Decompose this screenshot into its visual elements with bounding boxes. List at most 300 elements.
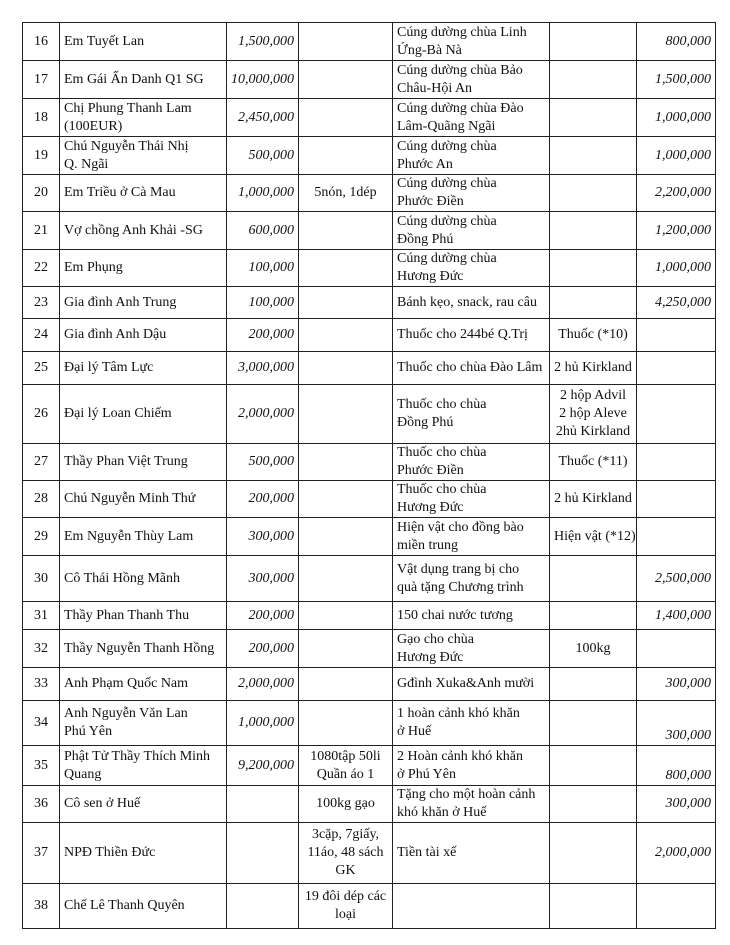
donor-name-cell	[60, 746, 227, 786]
donor-name-line: Chú Nguyễn Thái Nhị	[64, 138, 189, 154]
donated-goods-line: 1080tập 50li	[310, 748, 381, 764]
usage-description-cell	[393, 481, 550, 518]
donation-amount-cell	[227, 444, 299, 481]
donor-name-cell	[60, 23, 227, 61]
usage-amount-cell	[637, 481, 716, 518]
donated-goods-cell	[299, 481, 393, 518]
row-number-cell	[23, 602, 60, 630]
donation-amount: 1,500,000	[238, 33, 294, 49]
usage-description-line: Cúng dường chùa	[397, 138, 497, 154]
donated-goods-line: loại	[335, 907, 356, 922]
donor-name-line: Chị Phung Thanh Lam	[64, 100, 192, 116]
usage-items-cell	[550, 602, 637, 630]
table-row	[23, 61, 716, 99]
usage-items-line: 2 hộp Advil	[559, 388, 627, 403]
usage-description-line: Châu-Hội An	[397, 80, 473, 96]
row-number: 38	[34, 898, 48, 913]
row-number-cell	[23, 319, 60, 352]
table-row	[23, 746, 716, 786]
row-number-cell	[23, 701, 60, 746]
donor-name-line: Thầy Phan Việt Trung	[64, 454, 188, 469]
table-row	[23, 823, 716, 884]
usage-description-line: Thuốc cho chùa	[397, 482, 487, 497]
donated-goods-cell	[299, 444, 393, 481]
table-row	[23, 518, 716, 556]
row-number: 20	[34, 185, 48, 200]
donation-amount: 1,000,000	[238, 715, 294, 730]
usage-amount-cell	[637, 884, 716, 929]
donor-name-line: Quang	[64, 766, 102, 782]
usage-amount-cell	[637, 823, 716, 884]
usage-items-cell	[550, 786, 637, 823]
donation-amount-cell	[227, 701, 299, 746]
ledger-page	[22, 22, 716, 929]
usage-amount: 2,200,000	[655, 185, 711, 200]
usage-description-line: miền trung	[397, 537, 459, 553]
usage-items-line: Thuốc (*10)	[558, 327, 628, 342]
donor-name-cell	[60, 701, 227, 746]
table-row	[23, 23, 716, 61]
usage-items-line: 2 hộp Aleve	[559, 406, 627, 421]
donor-name-line: Em Tuyết Lan	[64, 33, 145, 49]
donation-amount-cell	[227, 352, 299, 385]
row-number: 31	[34, 607, 48, 623]
donor-name-cell	[60, 630, 227, 668]
usage-items-line: Hiện vật (*12)	[554, 528, 636, 544]
usage-description-line: Cúng dường chùa Đào	[397, 100, 524, 116]
usage-amount-cell	[637, 556, 716, 602]
donor-name-cell	[60, 385, 227, 444]
donated-goods-cell	[299, 23, 393, 61]
donation-amount: 2,000,000	[238, 676, 294, 691]
usage-description-line: Tiền tài xế	[397, 845, 457, 860]
donor-name-line: Đại lý Loan Chiếm	[64, 406, 172, 421]
usage-description-cell	[393, 630, 550, 668]
row-number: 16	[34, 33, 48, 49]
donation-amount-cell	[227, 385, 299, 444]
donation-amount: 200,000	[248, 607, 294, 623]
donor-name-cell	[60, 352, 227, 385]
donor-name-line: Q. Ngãi	[64, 156, 109, 172]
donated-goods-cell	[299, 602, 393, 630]
usage-items-cell	[550, 175, 637, 212]
donated-goods-cell	[299, 884, 393, 929]
usage-items-cell	[550, 385, 637, 444]
usage-description-cell	[393, 385, 550, 444]
donor-name-line: Chú Nguyễn Minh Thứ	[64, 491, 196, 506]
donor-name-line: Chế Lê Thanh Quyên	[64, 898, 185, 913]
usage-description-cell	[393, 556, 550, 602]
donor-name-cell	[60, 250, 227, 287]
row-number: 30	[34, 570, 48, 586]
row-number: 29	[34, 528, 48, 544]
usage-description-line: Hương Đức	[397, 269, 464, 284]
donor-name-cell	[60, 212, 227, 250]
donor-name-cell	[60, 518, 227, 556]
donation-amount-cell	[227, 99, 299, 137]
donation-amount-cell	[227, 319, 299, 352]
donation-amount-cell	[227, 786, 299, 823]
usage-amount: 300,000	[665, 796, 711, 811]
donation-amount-cell	[227, 287, 299, 319]
donation-amount-cell	[227, 746, 299, 786]
usage-amount-cell	[637, 518, 716, 556]
row-number-cell	[23, 786, 60, 823]
donor-name-cell	[60, 556, 227, 602]
row-number: 27	[34, 454, 48, 469]
usage-items-cell	[550, 250, 637, 287]
donated-goods-cell	[299, 61, 393, 99]
usage-items-cell	[550, 668, 637, 701]
usage-description-cell	[393, 668, 550, 701]
usage-items-line: 2 hủ Kirkland	[554, 360, 632, 375]
donor-name-cell	[60, 786, 227, 823]
usage-description-line: Phước An	[397, 156, 453, 172]
table-row	[23, 175, 716, 212]
usage-amount: 2,500,000	[655, 570, 711, 586]
usage-description-line: Thuốc cho chùa Đào Lâm	[397, 360, 543, 375]
usage-items-line: Thuốc (*11)	[558, 454, 628, 469]
donation-amount-cell	[227, 823, 299, 884]
usage-description-line: Gđình Xuka&Anh mười	[397, 676, 535, 691]
usage-amount-cell	[637, 99, 716, 137]
usage-items-cell	[550, 23, 637, 61]
donor-name-line: (100EUR)	[64, 118, 123, 134]
table-row	[23, 556, 716, 602]
donated-goods-cell	[299, 352, 393, 385]
donation-amount-cell	[227, 481, 299, 518]
usage-description-cell	[393, 137, 550, 175]
table-row	[23, 884, 716, 929]
row-number: 34	[34, 715, 48, 730]
donated-goods-cell	[299, 518, 393, 556]
usage-amount-cell	[637, 137, 716, 175]
donation-amount-cell	[227, 61, 299, 99]
usage-amount: 1,500,000	[655, 71, 711, 87]
row-number-cell	[23, 137, 60, 175]
usage-amount: 300,000	[665, 728, 711, 743]
donation-amount-cell	[227, 518, 299, 556]
row-number-cell	[23, 287, 60, 319]
donated-goods-cell	[299, 212, 393, 250]
usage-items-cell	[550, 746, 637, 786]
usage-description-line: ở Phú Yên	[397, 766, 456, 782]
usage-items-cell	[550, 61, 637, 99]
donor-name-cell	[60, 319, 227, 352]
row-number-cell	[23, 518, 60, 556]
usage-description-line: Cúng dường chùa Bảo	[397, 62, 523, 78]
row-number-cell	[23, 23, 60, 61]
donation-amount: 200,000	[248, 327, 294, 342]
row-number: 21	[34, 222, 48, 238]
usage-description-cell	[393, 444, 550, 481]
usage-description-line: Cúng dường chùa	[397, 176, 497, 191]
usage-description-cell	[393, 319, 550, 352]
row-number: 25	[34, 360, 48, 375]
usage-amount-cell	[637, 444, 716, 481]
usage-description-line: Thuốc cho 244bé Q.Trị	[397, 327, 528, 342]
donation-amount-cell	[227, 175, 299, 212]
usage-description-line: Vật dụng trang bị cho	[397, 561, 520, 577]
usage-description-line: Hiện vật cho đồng bào	[397, 519, 524, 535]
donor-name-cell	[60, 137, 227, 175]
usage-items-line: 2 hủ Kirkland	[554, 491, 632, 506]
usage-description-cell	[393, 602, 550, 630]
donor-name-line: Gia đình Anh Dậu	[64, 327, 167, 342]
donor-name-line: Vợ chồng Anh Khải -SG	[64, 222, 203, 238]
row-number-cell	[23, 61, 60, 99]
usage-items-cell	[550, 518, 637, 556]
donated-goods-cell	[299, 668, 393, 701]
table-row	[23, 701, 716, 746]
usage-description-cell	[393, 23, 550, 61]
usage-amount: 1,200,000	[655, 222, 711, 238]
row-number-cell	[23, 99, 60, 137]
usage-description-line: Đồng Phú	[397, 231, 454, 247]
usage-description-cell	[393, 352, 550, 385]
donor-name-cell	[60, 602, 227, 630]
usage-description-line: Cúng dường chùa	[397, 251, 497, 266]
donated-goods-cell	[299, 701, 393, 746]
donated-goods-cell	[299, 823, 393, 884]
donation-amount: 500,000	[248, 454, 294, 469]
donation-amount-cell	[227, 668, 299, 701]
donation-amount-cell	[227, 23, 299, 61]
row-number-cell	[23, 175, 60, 212]
donor-name-line: Cô sen ở Huế	[64, 796, 141, 811]
donor-name-line: Em Gái Ẩn Danh Q1 SG	[64, 71, 204, 87]
usage-amount-cell	[637, 746, 716, 786]
donor-name-line: Gia đình Anh Trung	[64, 294, 177, 310]
usage-description-cell	[393, 823, 550, 884]
donor-name-cell	[60, 175, 227, 212]
usage-description-cell	[393, 518, 550, 556]
row-number-cell	[23, 630, 60, 668]
usage-description-cell	[393, 884, 550, 929]
usage-description-line: Ứng-Bà Nà	[397, 42, 462, 58]
usage-description-cell	[393, 61, 550, 99]
usage-amount: 1,000,000	[655, 260, 711, 275]
table-row	[23, 99, 716, 137]
usage-amount-cell	[637, 701, 716, 746]
usage-items-cell	[550, 212, 637, 250]
row-number-cell	[23, 668, 60, 701]
donation-amount: 500,000	[248, 147, 294, 163]
row-number-cell	[23, 884, 60, 929]
donated-goods-line: 11áo, 48 sách	[307, 845, 384, 860]
usage-description-line: ở Huế	[397, 724, 432, 739]
usage-description-line: Cúng dường chùa	[397, 213, 497, 229]
usage-items-cell	[550, 319, 637, 352]
donor-name-line: Phú Yên	[64, 724, 113, 739]
row-number: 28	[34, 491, 48, 506]
table-row	[23, 786, 716, 823]
row-number: 37	[34, 845, 48, 860]
row-number-cell	[23, 444, 60, 481]
donated-goods-line: 3cặp, 7giấy,	[311, 827, 380, 842]
usage-description-line: Phước Điền	[397, 463, 464, 478]
usage-items-line: 2hủ Kirkland	[555, 424, 631, 439]
usage-description-cell	[393, 212, 550, 250]
row-number: 24	[34, 327, 48, 342]
donation-table	[22, 22, 716, 929]
usage-amount-cell	[637, 668, 716, 701]
usage-amount: 1,000,000	[655, 147, 711, 163]
table-row	[23, 385, 716, 444]
donated-goods-cell	[299, 287, 393, 319]
donated-goods-cell	[299, 630, 393, 668]
usage-description-line: Thuốc cho chùa	[397, 445, 487, 460]
usage-description-line: 150 chai nước tương	[397, 607, 513, 623]
row-number: 36	[34, 796, 48, 811]
donor-name-line: Thầy Nguyễn Thanh Hồng	[64, 640, 215, 656]
usage-description-line: Hương Đức	[397, 649, 464, 665]
row-number: 17	[34, 71, 48, 87]
usage-amount: 4,250,000	[655, 294, 711, 310]
donation-amount: 10,000,000	[231, 71, 294, 87]
usage-description-line: 1 hoàn cảnh khó khăn	[397, 706, 520, 721]
donor-name-line: Anh Nguyễn Văn Lan	[64, 706, 188, 721]
table-row	[23, 319, 716, 352]
usage-amount: 1,400,000	[655, 607, 711, 623]
row-number: 35	[34, 757, 48, 773]
donor-name-cell	[60, 61, 227, 99]
donated-goods-line: 100kg gạo	[316, 796, 375, 811]
donation-amount-cell	[227, 630, 299, 668]
table-row	[23, 444, 716, 481]
donor-name-line: Cô Thái Hồng Mãnh	[64, 570, 181, 586]
usage-amount-cell	[637, 250, 716, 287]
donor-name-cell	[60, 287, 227, 319]
usage-description-cell	[393, 746, 550, 786]
donated-goods-cell	[299, 137, 393, 175]
donation-amount-cell	[227, 884, 299, 929]
donation-amount: 600,000	[248, 222, 294, 238]
donation-amount: 2,450,000	[238, 109, 294, 125]
usage-amount: 2,000,000	[655, 845, 711, 860]
usage-items-cell	[550, 287, 637, 319]
donor-name-cell	[60, 99, 227, 137]
donor-name-cell	[60, 884, 227, 929]
donated-goods-cell	[299, 250, 393, 287]
usage-amount: 800,000	[665, 768, 711, 783]
donation-amount: 1,000,000	[238, 185, 294, 200]
row-number: 26	[34, 406, 48, 421]
row-number-cell	[23, 385, 60, 444]
usage-items-cell	[550, 701, 637, 746]
usage-description-line: Cúng dường chùa Linh	[397, 24, 527, 40]
usage-items-cell	[550, 823, 637, 884]
row-number-cell	[23, 823, 60, 884]
donation-amount: 300,000	[248, 528, 294, 544]
donation-amount-cell	[227, 137, 299, 175]
table-body	[23, 23, 716, 929]
donated-goods-cell	[299, 385, 393, 444]
row-number-cell	[23, 352, 60, 385]
usage-items-cell	[550, 556, 637, 602]
donation-amount: 200,000	[248, 491, 294, 506]
donor-name-cell	[60, 668, 227, 701]
usage-amount: 800,000	[665, 33, 711, 49]
row-number: 23	[34, 294, 48, 310]
usage-description-line: khó khăn ở Huế	[397, 805, 487, 820]
usage-description-line: quà tặng Chương trình	[397, 579, 524, 595]
donor-name-line: Đại lý Tâm Lực	[64, 360, 154, 375]
donated-goods-line: Quần áo 1	[316, 766, 375, 782]
donation-amount: 3,000,000	[238, 360, 294, 375]
table-row	[23, 250, 716, 287]
donated-goods-cell	[299, 746, 393, 786]
usage-description-line: Thuốc cho chùa	[397, 397, 487, 412]
usage-amount-cell	[637, 602, 716, 630]
row-number-cell	[23, 250, 60, 287]
usage-items-line: 100kg	[575, 640, 611, 656]
donated-goods-line: 5nón, 1dép	[314, 185, 377, 200]
usage-description-line: Gạo cho chùa	[397, 631, 474, 647]
donor-name-line: NPĐ Thiền Đức	[64, 845, 156, 860]
usage-amount-cell	[637, 212, 716, 250]
usage-description-cell	[393, 287, 550, 319]
usage-description-cell	[393, 99, 550, 137]
usage-amount-cell	[637, 352, 716, 385]
usage-amount-cell	[637, 61, 716, 99]
donation-amount: 9,200,000	[238, 757, 294, 773]
usage-description-line: Đồng Phú	[397, 415, 454, 430]
donation-amount: 100,000	[248, 260, 294, 275]
donor-name-line: Em Phụng	[64, 260, 123, 275]
row-number-cell	[23, 212, 60, 250]
table-row	[23, 287, 716, 319]
donation-amount-cell	[227, 250, 299, 287]
donated-goods-cell	[299, 99, 393, 137]
table-row	[23, 602, 716, 630]
row-number-cell	[23, 481, 60, 518]
row-number: 18	[34, 109, 48, 125]
usage-items-cell	[550, 481, 637, 518]
usage-description-line: Tặng cho một hoàn cảnh	[397, 787, 536, 802]
usage-amount: 300,000	[665, 676, 711, 691]
donated-goods-line: GK	[335, 863, 356, 878]
donor-name-line: Em Triều ở Cà Mau	[64, 185, 176, 200]
usage-description-cell	[393, 175, 550, 212]
donated-goods-cell	[299, 175, 393, 212]
usage-amount-cell	[637, 786, 716, 823]
usage-items-cell	[550, 352, 637, 385]
table-row	[23, 352, 716, 385]
row-number: 22	[34, 260, 48, 275]
row-number-cell	[23, 556, 60, 602]
usage-items-cell	[550, 99, 637, 137]
donor-name-cell	[60, 481, 227, 518]
usage-amount-cell	[637, 630, 716, 668]
usage-items-cell	[550, 884, 637, 929]
usage-amount-cell	[637, 287, 716, 319]
table-row	[23, 137, 716, 175]
row-number: 32	[34, 640, 48, 656]
donor-name-line: Thầy Phan Thanh Thu	[64, 607, 190, 623]
donation-amount-cell	[227, 602, 299, 630]
donation-amount: 100,000	[248, 294, 294, 310]
usage-description-cell	[393, 786, 550, 823]
usage-amount-cell	[637, 319, 716, 352]
donated-goods-line: 19 đôi dép các	[304, 889, 387, 904]
usage-description-line: 2 Hoàn cảnh khó khăn	[397, 748, 523, 764]
donation-amount: 200,000	[248, 640, 294, 656]
usage-amount-cell	[637, 175, 716, 212]
usage-description-line: Phước Điền	[397, 194, 464, 209]
usage-items-cell	[550, 444, 637, 481]
donation-amount: 2,000,000	[238, 406, 294, 421]
